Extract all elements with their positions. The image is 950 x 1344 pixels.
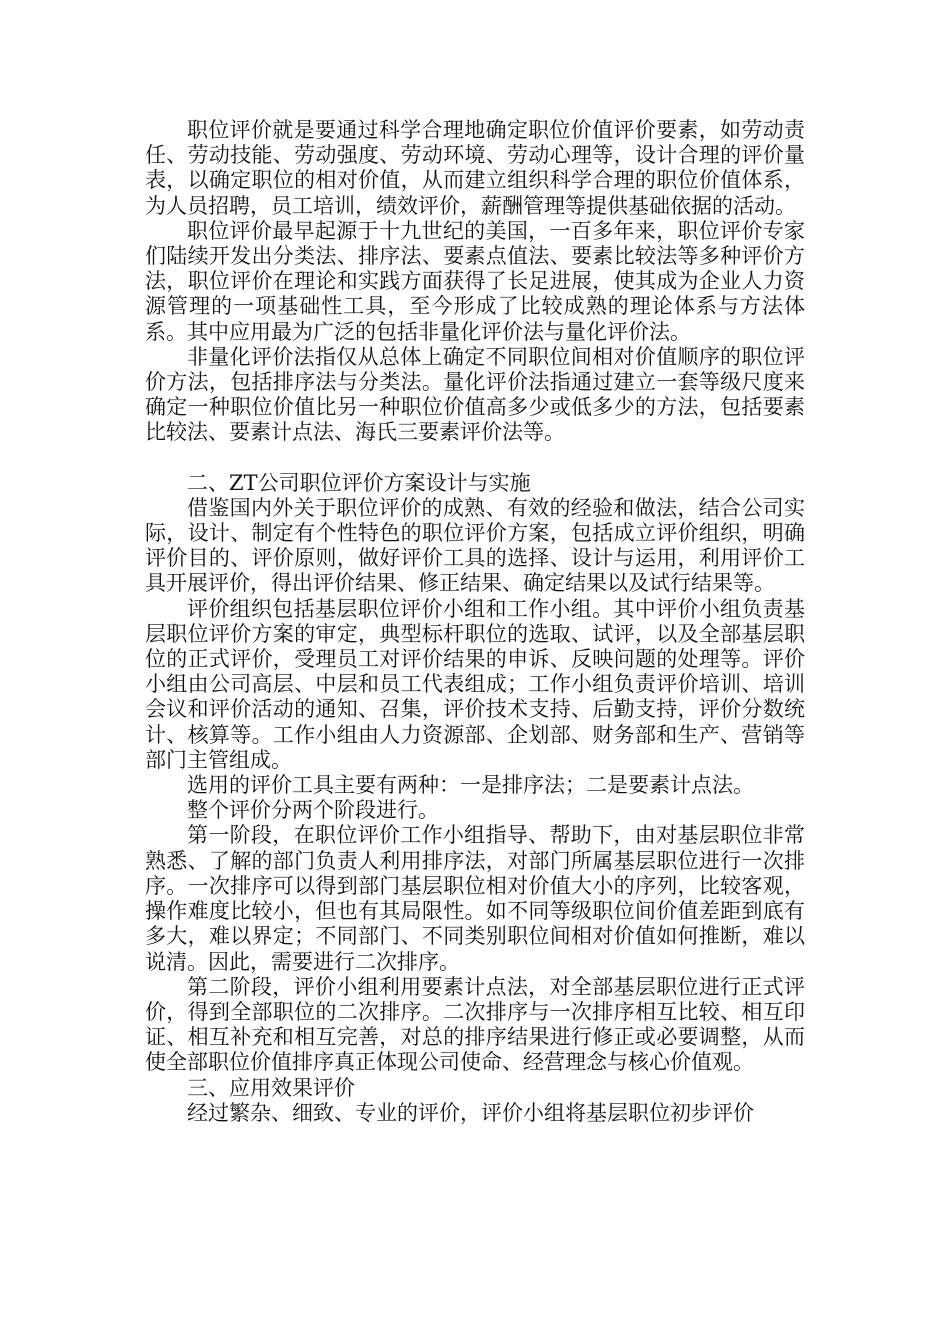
paragraph: 整个评价分两个阶段进行。	[187, 798, 439, 823]
paragraph: 非量化评价法指仅从总体上确定不同职位间相对价值顺序的职位评价方法，包括排序法与分类法。量化评价法指通过建立一套等级尺度来确定一种职位价值比另一种职位价值高多少或低多少的方法，包括要素比较法、要素计点法、海氏三要素评价法等。	[145, 344, 805, 445]
paragraph: 第一阶段，在职位评价工作小组指导、帮助下，由对基层职位非常熟悉、了解的部门负责人利用排序法，对部门所属基层职位进行一次排序。一次排序可以得到部门基层职位相对价值大小的序列，比较客观，操作难度比较小，但也有其局限性。如不同等级职位间价值差距到底有多大，难以界定；不同部门、不同类别职位间相对价值如何推断，难以说清。因此，需要进行二次排序。	[145, 823, 805, 974]
section-heading: 三、应用效果评价	[187, 1075, 355, 1100]
section-spacer	[145, 446, 805, 471]
document-page	[145, 118, 805, 1126]
paragraph: 职位评价最早起源于十九世纪的美国，一百多年来，职位评价专家们陆续开发出分类法、排序法、要素点值法、要素比较法等多种评价方法，职位评价在理论和实践方面获得了长足进展，使其成为企业人力资源管理的一项基础性工具，至今形成了比较成熟的理论体系与方法体系。其中应用最为广泛的包括非量化评价法与量化评价法。	[145, 218, 805, 344]
paragraph: 经过繁杂、细致、专业的评价，评价小组将基层职位初步评价	[187, 1100, 754, 1125]
section-heading: 二、ZT公司职位评价方案设计与实施	[187, 470, 531, 495]
paragraph: 选用的评价工具主要有两种：一是排序法；二是要素计点法。	[187, 773, 754, 798]
paragraph: 职位评价就是要通过科学合理地确定职位价值评价要素，如劳动责任、劳动技能、劳动强度、劳动环境、劳动心理等，设计合理的评价量表，以确定职位的相对价值，从而建立组织科学合理的职位价值体系，为人员招聘，员工培训，绩效评价，薪酬管理等提供基础依据的活动。	[145, 118, 805, 218]
paragraph: 借鉴国内外关于职位评价的成熟、有效的经验和做法，结合公司实际，设计、制定有个性特色的职位评价方案，包括成立评价组织，明确评价目的、评价原则，做好评价工具的选择、设计与运用，利用评价工具开展评价，得出评价结果、修正结果、确定结果以及试行结果等。	[145, 495, 805, 596]
paragraph: 评价组织包括基层职位评价小组和工作小组。其中评价小组负责基层职位评价方案的审定，典型标杆职位的选取、试评，以及全部基层职位的正式评价，受理员工对评价结果的申诉、反映问题的处理等。评价小组由公司高层、中层和员工代表组成；工作小组负责评价培训、培训会议和评价活动的通知、召集，评价技术支持、后勤支持，评价分数统计、核算等。工作小组由人力资源部、企划部、财务部和生产、营销等部门主管组成。	[145, 596, 805, 772]
paragraph: 第二阶段，评价小组利用要素计点法，对全部基层职位进行正式评价，得到全部职位的二次排序。二次排序与一次排序相互比较、相互印证、相互补充和相互完善，对总的排序结果进行修正或必要调整，从而使全部职位价值排序真正体现公司使命、经营理念与核心价值观。	[145, 974, 805, 1075]
